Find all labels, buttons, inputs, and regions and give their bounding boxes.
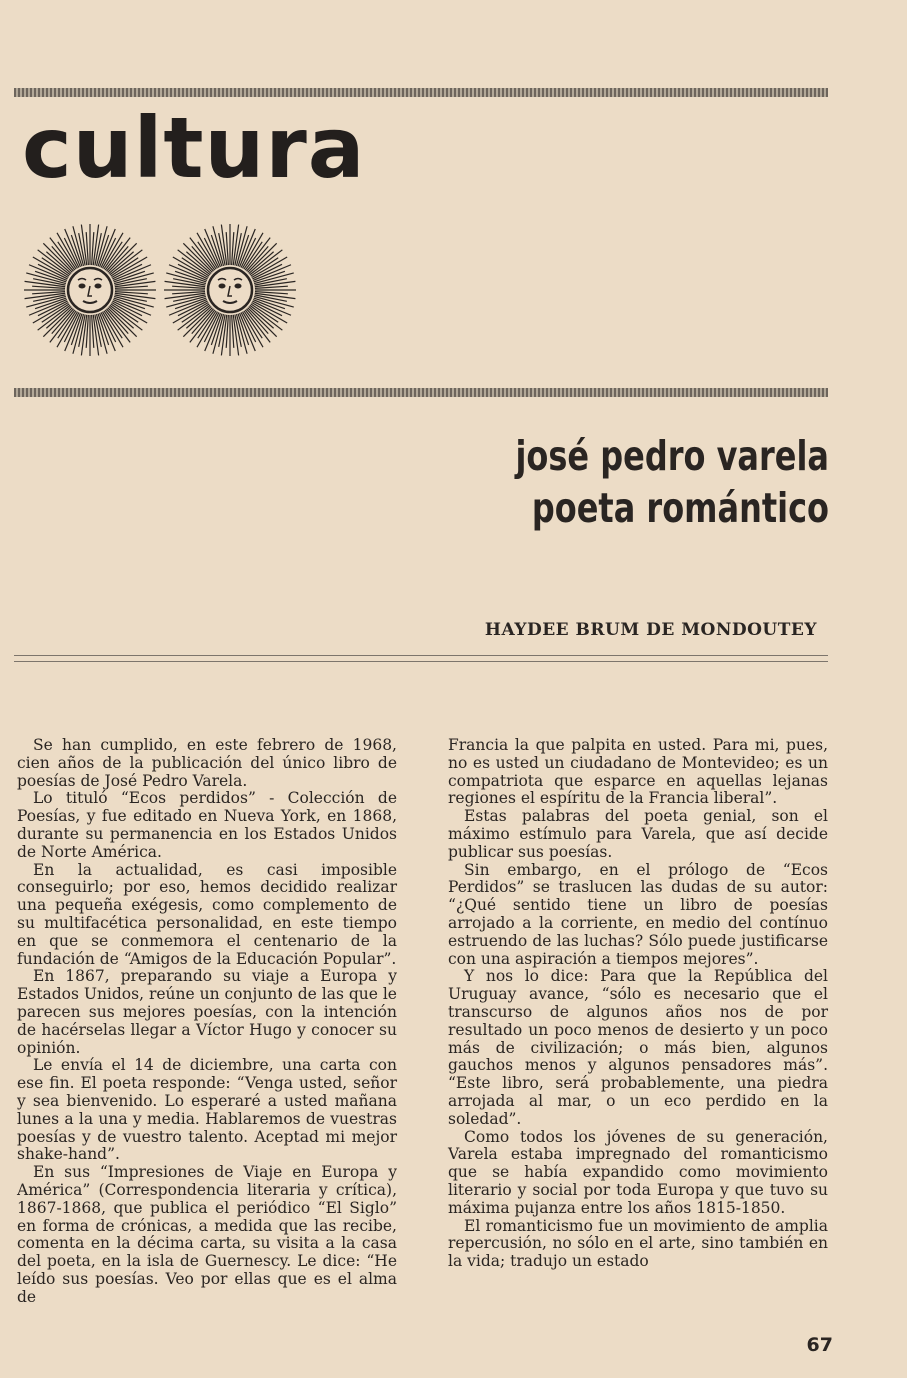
paragraph: Se han cumplido, en este febrero de 1968, cien años de la publicación del único libro de poesías de José Pedro Varela.: [17, 736, 397, 790]
section-title: cultura: [22, 99, 366, 197]
sun-ray: [113, 265, 151, 281]
sun-ray: [113, 300, 151, 316]
headline-line-1: josé pedro varela: [515, 432, 829, 480]
sun-ray: [205, 313, 221, 351]
paragraph: Como todos los jóvenes de su generación, Varela estaba impregnado del romanticismo que se había expandido como movimiento literario y social por toda Europa y que tuvo su máxima pujanza entre los años 1815-1850.: [448, 1127, 828, 1217]
sun-ray: [100, 229, 116, 267]
sun-ray: [253, 265, 291, 281]
sun-ray: [169, 265, 207, 281]
page-number: 67: [806, 1334, 833, 1356]
paragraph: Francia la que palpita en usted. Para mi, pues, no es usted un ciudadano de Montevideo; es un compatriota que esparce en aquellas lejanas regiones el espíritu de la Francia liberal”.: [448, 736, 828, 808]
sun-ray: [65, 313, 81, 351]
paragraph: El romanticismo fue un movimiento de amplia repercusión, no sólo en el arte, sino también en la vida; tradujo un estado: [448, 1216, 828, 1271]
sun-ray: [100, 313, 116, 351]
headline-line-2: poeta romántico: [531, 484, 829, 532]
sun-ray: [65, 229, 81, 267]
sun-ray: [169, 300, 207, 316]
paragraph: Lo tituló “Ecos perdidos” - Colección de Poesías, y fue editado en Nueva York, en 1868, durante su permanencia en los Estados Unidos de Norte América.: [17, 789, 397, 861]
paragraph: En 1867, preparando su viaje a Europa y Estados Unidos, reúne un conjunto de las que le parecen sus mejores poesías, con la intención de hacérselas llegar a Víctor Hugo y conocer su opinión.: [17, 967, 397, 1057]
paragraph: Y nos lo dice: Para que la República del Uruguay avance, “sólo es necesario que el transcurso de algunos años nos de por resultado un poco menos de desierto y un poco más de civilización; o más bien, algunos gauchos menos y algunos pensadores más”. “Este libro, será probablemente, una piedra arrojada al mar, o un eco perdido en la soledad”.: [448, 967, 828, 1128]
sun-face-emblem-right: [162, 222, 298, 358]
paragraph: En sus “Impresiones de Viaje en Europa y América” (Correspondencia literaria y crítica), 1867-1868, que publica el periódico “El Siglo” en forma de crónicas, a medida que las recibe, comenta en la décima carta, su visita a la casa del poeta, en la isla de Guernescy. Le dice: “He leído sus poesías. Veo por ellas que es el alma de: [17, 1163, 397, 1306]
sun-ray: [29, 300, 67, 316]
article-column-left: [17, 737, 397, 1307]
article-column-right: [448, 737, 828, 1271]
sun-ray: [205, 229, 221, 267]
paragraph: Estas palabras del poeta genial, son el máximo estímulo para Varela, que así decide publicar sus poesías.: [448, 807, 828, 861]
divider-rule: [14, 655, 828, 662]
middle-rule: [14, 388, 828, 397]
top-rule: [14, 88, 828, 97]
sun-face-emblem-left: [22, 222, 158, 358]
sun-ray: [240, 229, 256, 267]
article-author: HAYDEE BRUM DE MONDOUTEY: [484, 620, 817, 640]
sun-ray: [240, 313, 256, 351]
sun-ray: [29, 265, 67, 281]
sun-ray: [253, 300, 291, 316]
paragraph: Le envía el 14 de diciembre, una carta con ese fin. El poeta responde: “Venga usted, señor y sea bienvenido. Lo esperaré a usted mañana lunes a la una y media. Hablaremos de vuestras poesías y de vuestro talento. Aceptad mi mejor shake-hand”.: [17, 1056, 397, 1164]
paragraph: En la actualidad, es casi imposible conseguirlo; por eso, hemos decidido realizar una pequeña exégesis, como complemento de su multifacética personalidad, en este tiempo en que se conmemora el centenario de la fundación de “Amigos de la Educación Popular”.: [17, 860, 397, 968]
paragraph: Sin embargo, en el prólogo de “Ecos Perdidos” se traslucen las dudas de su autor: “¿Qué sentido tiene un libro de poesías arrojado a la corriente, en medio del contínuo estruendo de las luchas? Sólo puede justificarse con una aspiración a tiempos mejores”.: [448, 860, 828, 968]
article-headline: [515, 430, 829, 534]
